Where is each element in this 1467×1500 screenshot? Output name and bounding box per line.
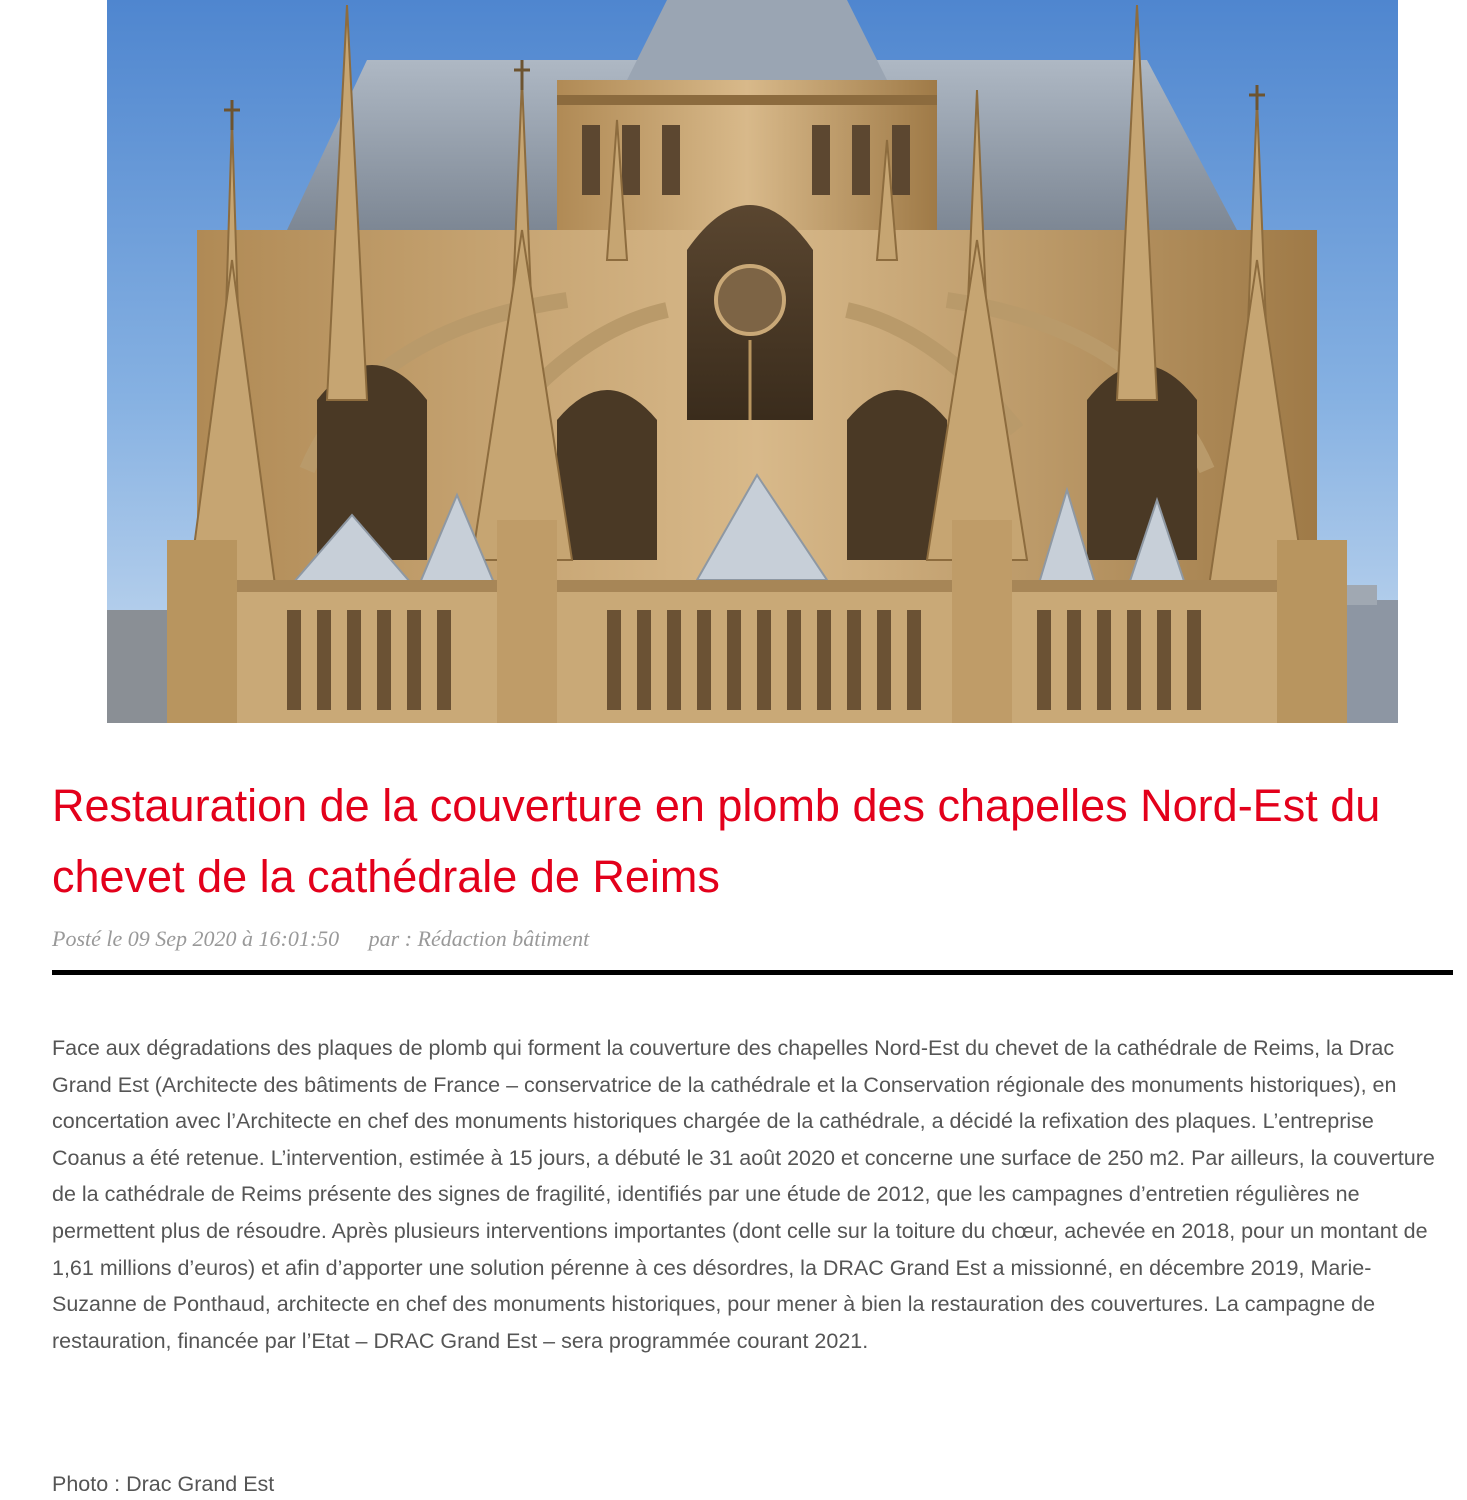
- article-body: Face aux dégradations des plaques de plomb qui forment la couverture des chapelles Nord-Est du chevet de la cathédrale de Reims, la Drac Grand Est (Architecte des bâtiments de France – conservatrice de la cathédrale et la Conservation régionale des monuments historiques), en concertation avec l’Architecte en chef des monuments historiques chargée de la cathédrale, a décidé la refixation des plaques. L’entreprise Coanus a été retenue. L’intervention, estimée à 15 jours, a débuté le 31 août 2020 et concerne une surface de 250 m2. Par ailleurs, la couverture de la cathédrale de Reims présente des signes de fragilité, identifiés par une étude de 2012, que les campagnes d’entretien régulières ne permettent plus de résoudre. Après plusieurs interventions importantes (dont celle sur la toiture du chœur, achevée en 2018, pour un montant de 1,61 millions d’euros) et afin d’apporter une solution pérenne à ces désordres, la DRAC Grand Est a missionné, en décembre 2019, Marie-Suzanne de Ponthaud, architecte en chef des monuments historiques, pour mener à bien la restauration des couvertures. La campagne de restauration, financée par l’Etat – DRAC Grand Est – sera programmée courant 2021.: [52, 1036, 1435, 1353]
- article-title: Restauration de la couverture en plomb des chapelles Nord-Est du chevet de la cathédrale de Reims: [52, 780, 1381, 902]
- post-author: par : Rédaction bâtiment: [368, 926, 590, 951]
- article-meta: [52, 926, 589, 952]
- cathedral-photo: [107, 0, 1398, 723]
- title-divider: [52, 970, 1453, 975]
- photo-credit: Photo : Drac Grand Est: [52, 1472, 275, 1496]
- article-hero-image: [107, 0, 1398, 723]
- post-date: Posté le 09 Sep 2020 à 16:01:50: [52, 926, 340, 951]
